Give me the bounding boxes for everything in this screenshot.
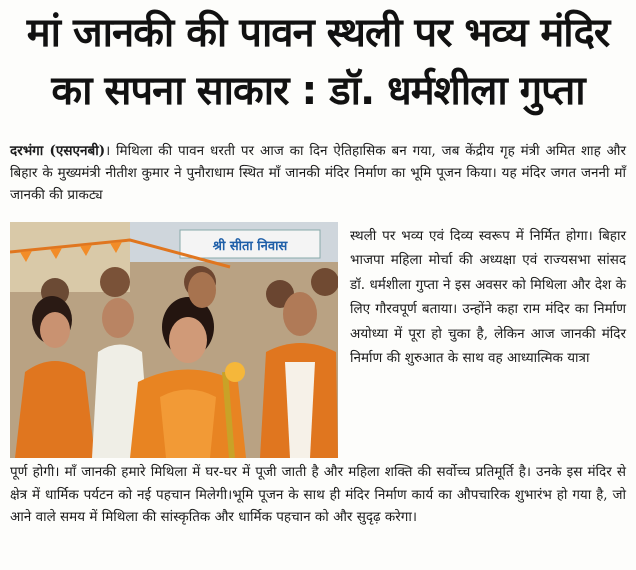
article-headline <box>0 4 636 120</box>
news-photo <box>10 222 338 458</box>
dateline: दरभंगा (एसएनबी) <box>10 143 106 159</box>
article-side-paragraph: स्थली पर भव्य एवं दिव्य स्वरूप में निर्मित होगा। बिहार भाजपा महिला मोर्चा की अध्यक्षा एवं राज्यसभा सांसद डॉ. धर्मशीला गुप्ता ने इस अवसर को मिथिला और देश के लिए गौरवपूर्ण बताया। उन्होंने कहा राम मंदिर का निर्माण अयोध्या में पूरा हो चुका है, लेकिन आज जानकी मंदिर निर्माण की शुरुआत के साथ वह आध्यात्मिक यात्रा <box>350 228 626 367</box>
headline-line-1: मां जानकी की पावन स्थली पर भव्य मंदिर <box>26 10 610 56</box>
article-intro-paragraph <box>10 140 626 206</box>
photo-signboard-text: श्री सीता निवास <box>212 239 288 254</box>
headline-line-2: का सपना साकार : डॉ. धर्मशीला गुप्ता <box>51 68 585 114</box>
photo-illustration <box>10 222 338 458</box>
intro-text: । मिथिला की पावन धरती पर आज का दिन ऐतिहासिक बन गया, जब केंद्रीय गृह मंत्री अमित शाह और बिहार के मुख्यमंत्री नीतीश कुमार ने पुनौराधाम स्थित माँ जानकी मंदिर निर्माण का भूमि पूजन किया। यह मंदिर जगत जननी माँ जानकी की प्राकट्य <box>10 143 626 203</box>
article-closing-paragraph: पूर्ण होगी। माँ जानकी हमारे मिथिला में घर-घर में पूजी जाती है और महिला शक्ति की सर्वोच्च प्रतिमूर्ति है। उनके इस मंदिर से क्षेत्र में धार्मिक पर्यटन को नई पहचान मिलेगी।भूमि पूजन के साथ ही मंदिर निर्माण कार्य का औपचारिक शुभारंभ हो गया है, जो आने वाले समय में मिथिला की सांस्कृतिक और धार्मिक पहचान को और सुदृढ़ करेगा। <box>10 464 626 525</box>
